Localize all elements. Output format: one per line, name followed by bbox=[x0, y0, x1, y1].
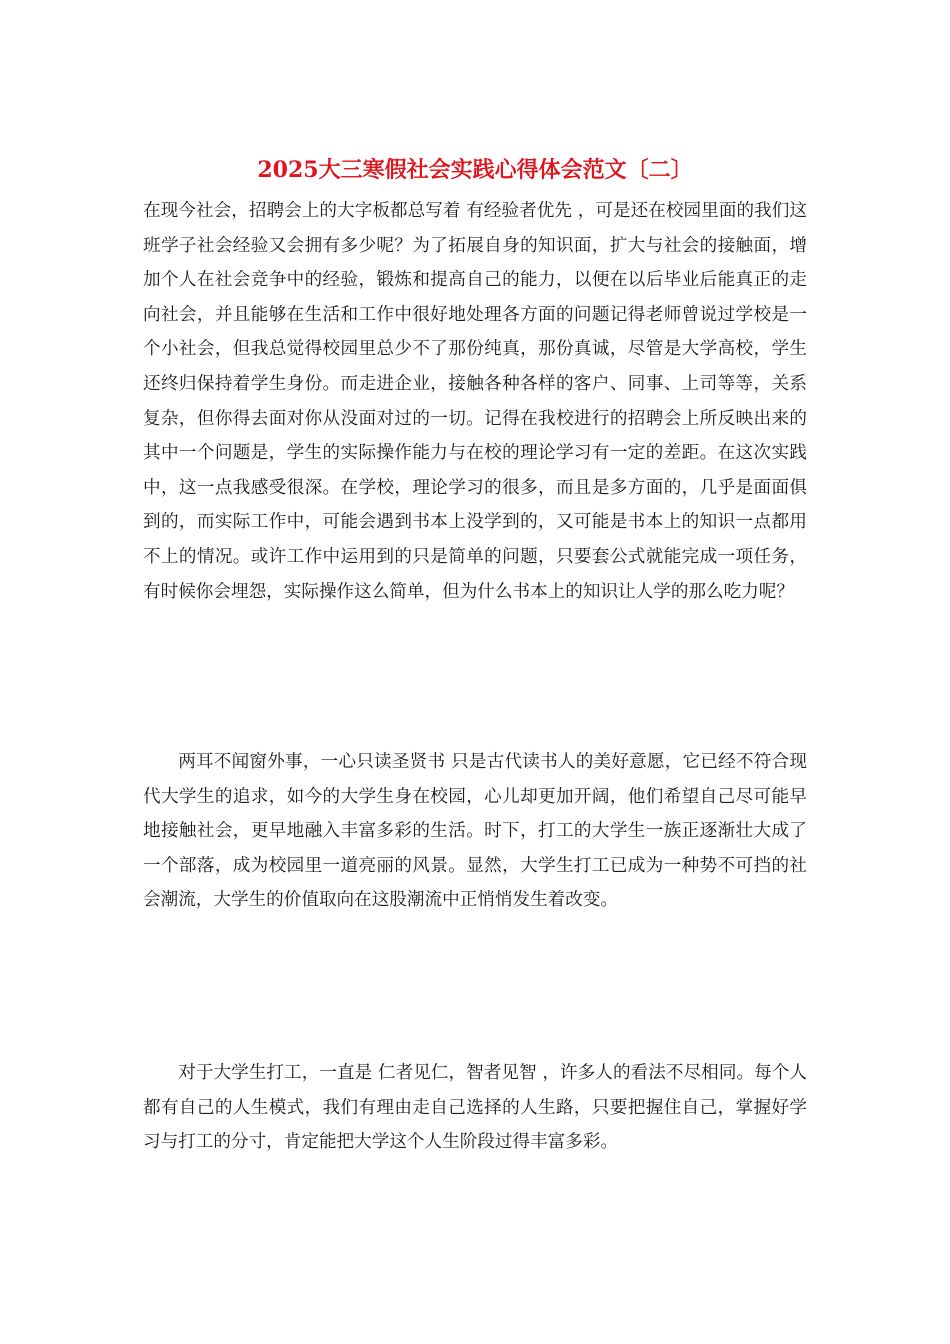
paragraph-3: 对于大学生打工，一直是 仁者见仁，智者见智 ，许多人的看法不尽相同。每个人都有自己的人生模式，我们有理由走自己选择的人生路，只要把握住自己，掌握好学习与打工的分寸，肯定能把大学这个人生阶段过得丰富多彩。 bbox=[143, 1063, 807, 1153]
document-title: 2025大三寒假社会实践心得体会范文〔二〕 bbox=[257, 157, 693, 183]
paragraph-2: 两耳不闻窗外事，一心只读圣贤书 只是古代读书人的美好意愿，它已经不符合现代大学生的追求，如今的大学生身在校园，心儿却更加开阔，他们希望自己尽可能早地接触社会，更早地融入丰富多彩的生活。时下，打工的大学生一族正逐渐壮大成了一个部落，成为校园里一道亮丽的风景。显然，大学生打工已成为一种势不可挡的社会潮流，大学生的价值取向在这股潮流中正悄悄发生着改变。 bbox=[143, 752, 807, 911]
paragraph-1: 在现今社会，招聘会上的大字板都总写着 有经验者优先 ，可是还在校园里面的我们这班学子社会经验又会拥有多少呢？为了拓展自身的知识面，扩大与社会的接触面，增加个人在社会竞争中的经验，锻炼和提高自己的能力，以便在以后毕业后能真正的走向社会，并且能够在生活和工作中很好地处理各方面的问题记得老师曾说过学校是一个小社会，但我总觉得校园里总少不了那份纯真，那份真诚，尽管是大学高校，学生还终归保持着学生身份。而走进企业，接触各种各样的客户、同事、上司等等，关系复杂，但你得去面对你从没面对过的一切。记得在我校进行的招聘会上所反映出来的其中一个问题是，学生的实际操作能力与在校的理论学习有一定的差距。在这次实践中，这一点我感受很深。在学校，理论学习的很多，而且是多方面的，几乎是面面俱到的，而实际工作中，可能会遇到书本上没学到的，又可能是书本上的知识一点都用不上的情况。或许工作中运用到的只是简单的问题，只要套公式就能完成一项任务，有时候你会埋怨，实际操作这么简单，但为什么书本上的知识让人学的那么吃力呢？ bbox=[143, 201, 807, 602]
